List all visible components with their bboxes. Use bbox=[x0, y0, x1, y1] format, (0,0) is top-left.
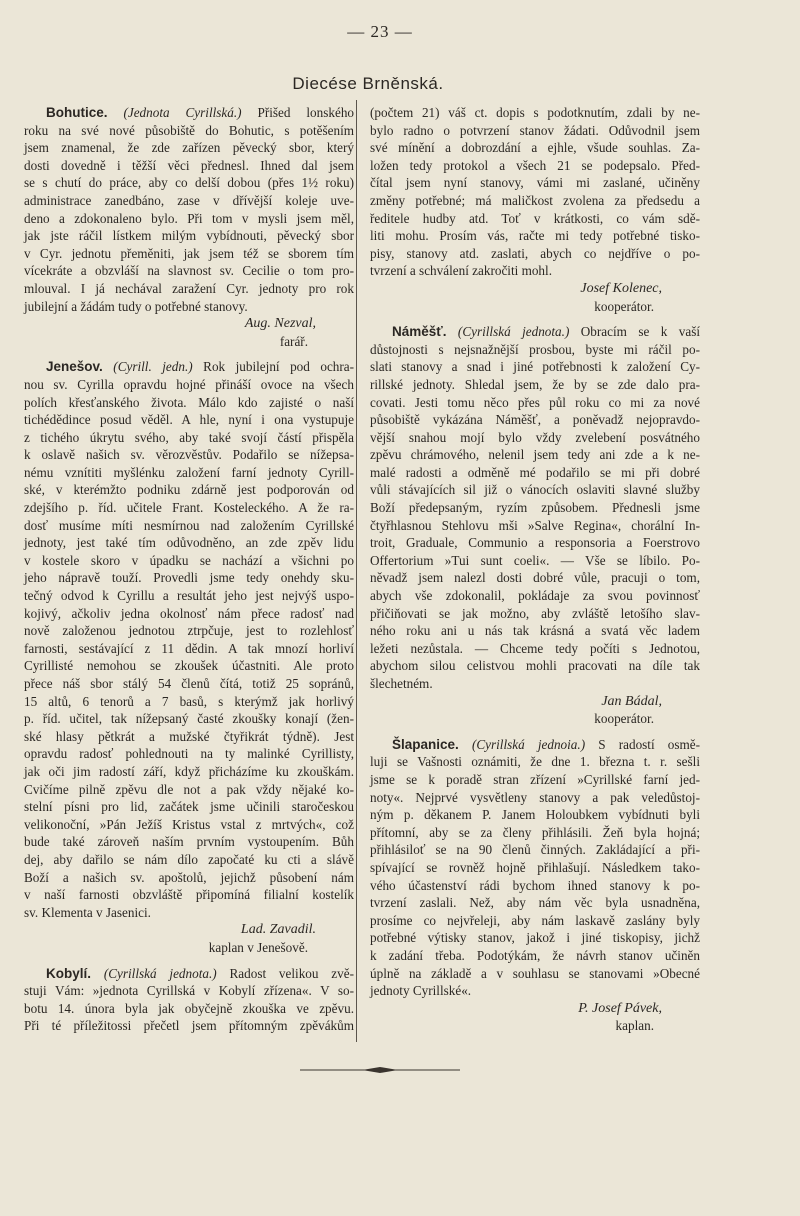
text-line: 15 altů, 6 tenorů a 7 basů, s kterýmž jak horlivý bbox=[24, 693, 354, 709]
text-line: Boží předepsaným, ryzím způsobem. Přednesli jsme bbox=[370, 500, 700, 516]
signature bbox=[370, 280, 700, 315]
article-paragraph bbox=[370, 736, 700, 1000]
text-line: p. říd. učitel, tak nížepsaný časté zkoušky konají (žen- bbox=[24, 711, 354, 727]
text-line: slati stanovy a snad i jiné potřebnosti k založení Cy- bbox=[370, 359, 700, 375]
text-line: troit, Graduale, Communio a responsoria a Foerstrovo bbox=[370, 535, 700, 551]
text-line: vůli stávajících sil již o vánocích oslaviti slavné služby bbox=[370, 482, 700, 498]
text-line: vého účastenství rádi bychom ihned stanovy k po- bbox=[370, 877, 700, 893]
text-line: změny potřebné; má maličkost zvolena za předsedu a bbox=[370, 192, 700, 208]
text-line: k oslavě našich sv. věrozvěstův. Podařilo se nížepsa- bbox=[24, 447, 354, 463]
text-line: jak oči jim radostí září, když přicházíme ku zkouškám. bbox=[24, 763, 354, 779]
text-line: čítal jsem nyní stanovy, vámi mi zaslané, učiněny bbox=[370, 175, 700, 191]
text-line: tečný odvod k Cyrillu a resultát jeho jest nejvýš uspo- bbox=[24, 588, 354, 604]
signature-role: farář. bbox=[279, 333, 308, 349]
text-line: sv. Klementa v Jasenici. bbox=[24, 904, 151, 920]
text-line: v kostele skoro v úpadku se nachází a všichni po bbox=[24, 552, 354, 568]
text-line: jsem znamenal, že zde zařízen pěvecký sbor, který bbox=[24, 140, 354, 156]
signature-role: kooperátor. bbox=[594, 298, 654, 314]
text-line: jednoty, jest také tím odůvodněno, an zde zpěv lidu bbox=[24, 535, 354, 551]
text-line: mlouval. I já nechával zaražení Cyr. jednoty pro rok bbox=[24, 280, 354, 296]
signature-name: P. Josef Pávek, bbox=[578, 1000, 662, 1016]
text-line: spívající se rovněž hojně přihlašují. Následkem tako- bbox=[370, 859, 700, 875]
text-line: zpěvu chrámového, nelenil jsem tedy ani zde a k ne- bbox=[370, 447, 700, 463]
text-line: k zadání třeba. Podotýkám, že návrh stanov učiněn bbox=[370, 947, 700, 963]
text-line: administrace zanedbáno, zase v dřívější koleje uve- bbox=[24, 192, 354, 208]
text-line: dej, aby dařilo se nám dílo započaté ku cti a slávě bbox=[24, 851, 354, 867]
text-line: důstojnosti s nejsnažnější prosbou, byste mi ráčil po- bbox=[370, 341, 700, 357]
text-line: úplně na základě a v souhlasu se stanovami »Obecné bbox=[370, 965, 700, 981]
text-line: jubilejní a žádám tudy o potřebné stanovy. bbox=[24, 298, 248, 314]
paragraph-first-line bbox=[370, 323, 700, 341]
left-column bbox=[24, 104, 354, 1035]
text-line: polích křesťanského života. Málo kdo zajisté o naší bbox=[24, 394, 354, 410]
column-divider bbox=[356, 100, 357, 1042]
text-line: covati. Jesti tomu něco přes půl roku co mi za nové bbox=[370, 394, 700, 410]
text-line: zdejšího p. říd. učitele Frant. Kosteleckého. A že ra- bbox=[24, 500, 354, 516]
signature-name: Aug. Nezval, bbox=[244, 316, 316, 332]
text-line: v Cyr. jednotu přeměniti, jak jsem též se sborem tím bbox=[24, 245, 354, 261]
text-line: jednoty Cyrillské«. bbox=[370, 983, 472, 999]
text-line: Boží a našich sv. apoštolů, jejichž působení nám bbox=[24, 869, 354, 885]
signature-role: kooperátor. bbox=[594, 711, 654, 727]
text-line: dosť musíme míti nesmírnou nad založením Cyrillské bbox=[24, 517, 354, 533]
signature-role: kaplan v Jenešově. bbox=[208, 939, 308, 955]
text-line: přičiňovati se jak možno, aby zvláště letošího slav- bbox=[370, 605, 700, 621]
text-line: deno a zdokonaleno bylo. Při tom v mysli jsem měl, bbox=[24, 210, 354, 226]
text-line: z tichého úkrytu svého, aby také svojí částí přispěla bbox=[24, 429, 354, 445]
article-paragraph bbox=[370, 104, 700, 280]
article-paragraph bbox=[370, 323, 700, 692]
article-tag: (Cyrillská jednota.) bbox=[457, 324, 570, 340]
text-line: jak jste ráčil lístkem milým vybídnouti, pěvecký sbor bbox=[24, 228, 354, 244]
text-line: tvrzení a schválení zakročiti mohl. bbox=[370, 263, 552, 279]
article-place-heading: Kobylí. bbox=[46, 965, 92, 981]
text-line: přítomní, aby se za členy přihlásili. Žeň byla hojná; bbox=[370, 824, 700, 840]
text-line: Offertorium »Tui sunt coeli«. — Vše se líbilo. Po- bbox=[370, 552, 700, 568]
paragraph-text: S radostí osmě- bbox=[598, 736, 700, 752]
text-line: roku na své nové působiště do Bohutic, s potěšením bbox=[24, 122, 354, 138]
text-line: tvrzení zaslali. Než, aby nám věc byla usnadněna, bbox=[370, 895, 700, 911]
text-line: (počtem 21) váš ct. dopis s podotknutím, zdali by ne- bbox=[370, 105, 700, 120]
article-tag: (Jednota Cyrillská.) bbox=[123, 105, 242, 120]
text-line: noty«. Nejprvé vysvětleny stanovy a pak veledůstoj- bbox=[370, 789, 700, 805]
text-line: ným p. děkanem P. Janem Holoubkem vybídnuti byli bbox=[370, 807, 700, 823]
text-line: vícekráte a obzvláší na slavnost sv. Cecilie o tom pro- bbox=[24, 263, 354, 279]
text-line: přihlásiloť se na 90 členů činných. Zakládající a při- bbox=[370, 842, 700, 858]
text-line: pisy, stanovy atd. zaslati, abych co nejdříve o po- bbox=[370, 245, 700, 261]
text-line: farnosti, sestávající z 11 dědin. A tak mnozí horliví bbox=[24, 640, 354, 656]
article-place-heading: Jenešov. bbox=[46, 359, 103, 375]
signature-name: Josef Kolenec, bbox=[580, 280, 662, 296]
signature bbox=[370, 1000, 700, 1035]
paragraph-text: Přišed lonského bbox=[257, 105, 355, 120]
text-line: působiště vykázána Náměšť, a poněvadž nejopravdo- bbox=[370, 412, 700, 428]
text-line: abych vše zdokonalil, pokládaje za svou povinnosť bbox=[370, 588, 700, 604]
article-paragraph bbox=[24, 358, 354, 921]
signature-name: Jan Bádal, bbox=[601, 693, 662, 709]
text-line: opravdu radosť pohlednouti na ty malinké Cyrillisty, bbox=[24, 746, 354, 762]
text-line: jsme se k poradě stran zřízení »Cyrillské farní jed- bbox=[370, 771, 700, 787]
signature-name: Lad. Zavadil. bbox=[240, 922, 316, 938]
text-line: nově založenou jednotou ztrpčuje, jest to rozlehlosť bbox=[24, 623, 354, 639]
article-paragraph bbox=[24, 104, 354, 315]
right-column bbox=[370, 104, 700, 1043]
text-line: nému vznítiti myšlénku založení farní jednoty Cyrill- bbox=[24, 464, 354, 480]
text-line: ské hlasy pětkrát a mužské čtyřikrát týdně). Jest bbox=[24, 728, 354, 744]
text-line: botu 14. února byla jak obyčejně zkouška ve zpěvu. bbox=[24, 1000, 354, 1016]
text-line: se s chutí do práce, aby co delší dobou (přes 1½ roku) bbox=[24, 175, 354, 191]
text-line: luji se Vašnosti oznámiti, že dne 1. března t. r. sešli bbox=[370, 754, 700, 770]
text-line: své mínění a dobrozdání a ejhle, všude souhlas. Za- bbox=[370, 140, 700, 156]
text-line: dosti dovedně i těžší věci přednesl. Ihned dal jsem bbox=[24, 157, 354, 173]
article-place-heading: Bohutice. bbox=[46, 105, 108, 120]
article-paragraph bbox=[24, 965, 354, 1035]
signature bbox=[370, 693, 700, 728]
text-line: ředitele hudby atd. Toť v krátkosti, co vám sdě- bbox=[370, 210, 700, 226]
text-line: ného roku ani u nás tak krásná a svatá věc ladem bbox=[370, 623, 700, 639]
text-line: abychom silou celistvou mohli pracovati na díle tak bbox=[370, 658, 700, 674]
text-line: liti mohu. Prosím vás, račte mi tedy potřebné tisko- bbox=[370, 228, 700, 244]
text-line: bylo radno o potvrzení stanov žádati. Odůvodnil jsem bbox=[370, 122, 700, 138]
text-line: čtyřhlasnou Stehlovu mši »Salve Regina«, chorální In- bbox=[370, 517, 700, 533]
paragraph-first-line bbox=[24, 358, 354, 376]
text-line: Při té příležitossi přečetl jsem přítomným zpěvákům bbox=[24, 1018, 354, 1034]
paragraph-text: Rok jubilejní pod ochra- bbox=[203, 359, 355, 375]
text-line: šlechetném. bbox=[370, 676, 433, 691]
signature bbox=[24, 921, 354, 956]
text-line: kojivý, ačkoliv jedna okolnosť nám přece radosť nad bbox=[24, 605, 354, 621]
article-tag: (Cyrillská jednota.) bbox=[103, 965, 217, 981]
text-line: jeho nápravě touží. Provedli jsme tedy onehdy sku- bbox=[24, 570, 354, 586]
text-line: něvadž jsem nalezl dosti dobré vůle, pracuji o tom, bbox=[370, 570, 700, 586]
article-tag: (Cyrill. jedn.) bbox=[113, 359, 193, 375]
signature-role: kaplan. bbox=[615, 1018, 654, 1034]
text-line: Cvičíme pilně zpěvu dle not a pak vždy nějaké ko- bbox=[24, 781, 354, 797]
text-line: tichédědince posud věděl. A hle, nyní i ona vystupuje bbox=[24, 412, 354, 428]
ornament-rule-icon bbox=[300, 1066, 460, 1074]
text-line: prosíme co nejvřeleji, aby nám laskavě zaslány byly bbox=[370, 912, 700, 928]
signature bbox=[24, 315, 354, 350]
text-line: ské, v kterémžto podniku zdárně jest podporován od bbox=[24, 482, 354, 498]
text-line: přece náš sbor stálý 54 členů čítá, totiž 25 sopránů, bbox=[24, 676, 354, 691]
text-line: ložen tedy protokol a všech 21 se podepsalo. Před- bbox=[370, 157, 700, 173]
paragraph-text: Obracím se k vaší bbox=[580, 324, 700, 340]
article-place-heading: Náměšť. bbox=[392, 324, 447, 340]
paragraph-first-line bbox=[370, 736, 700, 754]
text-line: Cyrillisté nemohou se zkoušek účastniti. Ale proto bbox=[24, 658, 354, 674]
page-number: — 23 — bbox=[347, 22, 413, 41]
paragraph-first-line bbox=[24, 965, 354, 983]
text-line: rillské jednoty. Shledal jsem, že by se zde dalo pra- bbox=[370, 376, 700, 392]
text-line: vější snahou mojí bylo vždy zvelebení posvátného bbox=[370, 429, 700, 445]
text-line: stelní písni pro lid, začátek jsme učinili staročeskou bbox=[24, 799, 354, 815]
article-place-heading: Šlapanice. bbox=[392, 736, 459, 752]
article-tag: (Cyrillská jednoia.) bbox=[471, 736, 586, 752]
paragraph-first-line bbox=[24, 104, 354, 122]
text-line: bude také zároveň naším prvním vystoupením. Bůh bbox=[24, 834, 354, 850]
section-title: Diecése Brněnská. bbox=[292, 74, 444, 93]
text-line: nou sv. Cyrilla opravdu hojné přináší ovoce na všech bbox=[24, 376, 354, 392]
paragraph-text: Radost velikou zvě- bbox=[229, 965, 355, 981]
text-line: stuji Vám: »jednota Cyrillská v Kobylí zřízena«. V so- bbox=[24, 983, 354, 999]
text-line: velikonoční, »Pán Ježíš Kristus vstal z mrtvých«, což bbox=[24, 816, 354, 832]
text-line: malé radosti a odměně mé podařilo se mi při dobré bbox=[370, 464, 700, 480]
text-line: potřebné výtisky stanov, jakož i jiné tiskopisy, jichž bbox=[370, 930, 700, 946]
text-line: ležeti nezůstala. — Chceme tedy počíti s Jednotou, bbox=[370, 640, 700, 656]
text-line: v naší farnosti obzvláště připomíná filialní kostelík bbox=[24, 887, 354, 903]
